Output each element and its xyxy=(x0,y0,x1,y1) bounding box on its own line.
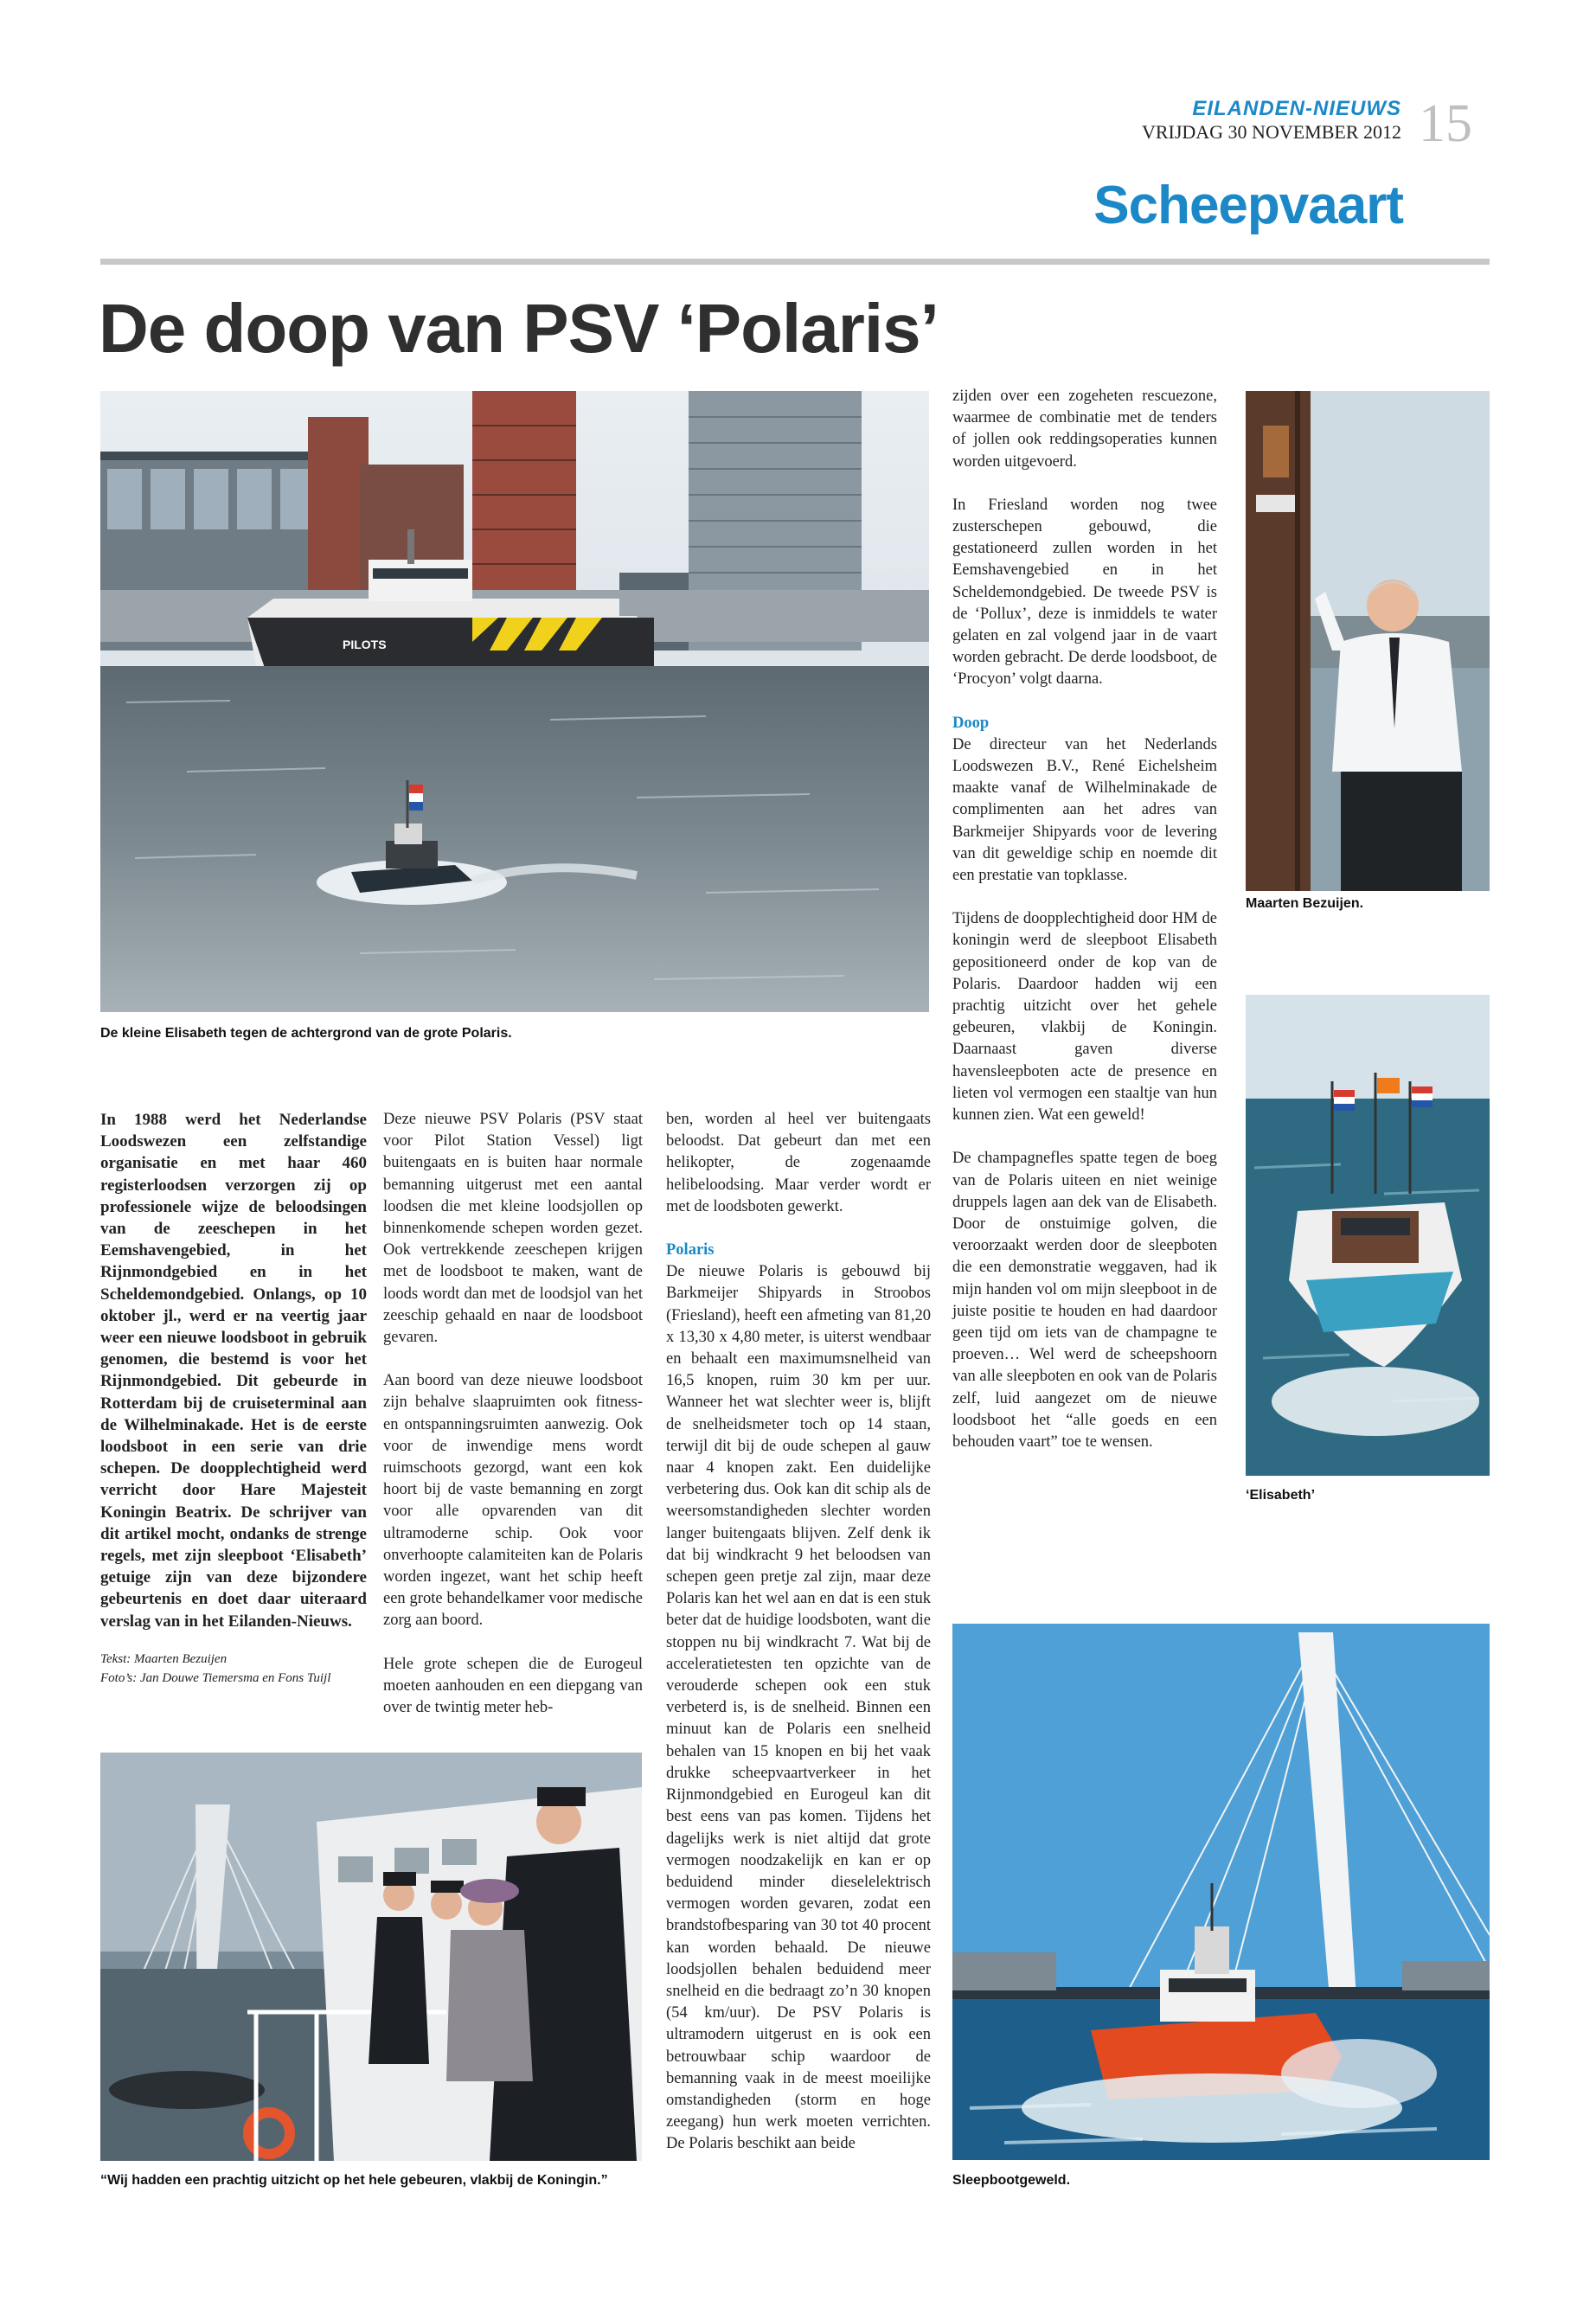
photo-portrait-caption: Maarten Bezuijen. xyxy=(1246,896,1364,911)
col3-paragraph: De nieuwe Polaris is gebouwd bij Barkmeijer Shipyards in Stroobos (Friesland), heeft een afmeting van 81,20 x 13,30 x 4,80 meter, is uiterst wendbaar en behaalt een maximumsnelheid van 16,5 knopen, ruim 30 km per uur. Wanneer het wat slechter weer is, blijft de snelheidsmeter toch op 14 staan, terwijl dit bij de oude schepen al gauw naar 4 knopen zakt. Een duidelijke verbetering dus. Ook kan dit schip als de weersomstandigheden slechter worden langer buitengaats blijven. Zelf denk ik dat bij windkracht 9 het beloodsen van schepen geen pretje zal zijn, maar deze Polaris kan het wel aan en dat is een stuk beter dat de huidige loodsboten, want die stoppen nu bij windkracht 7. Wat bij de acceleratietesten ten opzichte van de verouderde schepen ook een stuk verbeterd is, is de snelheid. Binnen een minuut kan de Polaris een snelheid behalen van 15 knopen en bij het vaak drukke scheepvaartverkeer in het Rijnmondgebied en Eurogeul kan dit best eens van pas komen. Tijdens het dagelijks werk is niet altijd dat grote vermogen noodzakelijk en kan er op beduidend minder dieselelektrisch vermogen worden gevaren, zodat een brandstofbesparing van 30 tot 40 procent kan worden behaald. De nieuwe loodsjollen behalen beduidend meer snelheid en die bedraagt zo’n 30 knopen (54 km/uur). De PSV Polaris is ultramodern uitgerust en is ook een betrouwbaar schip waardoor de bemanning vaak in de meest moeilijke omstandigheden (storm en hoge zeegang) hun werk moeten verrichten. De Polaris beschikt aan beide xyxy=(666,1263,931,2153)
col2-paragraph: Aan boord van deze nieuwe loodsboot zijn behalve slaapruimten ook fitness- en ontspanningsruimten aanwezig. Ook voor de inwendige mens wordt ruimschoots gezorgd, want een kok hoort bij de vaste bemanning en zorgt voor alle opvarenden van dit ultramoderne schip. Ook voor onverhoopte calamiteiten kan de Polaris worden ingezet, want het schip heeft een grote behandelkamer voor medische zorg aan boord. xyxy=(383,1372,643,1630)
article-lead: In 1988 werd het Nederlandse Loodswezen een zelfstandige organisatie en met haar 460 registerloodsen verzorgen zij op professionele wijze de beloodsingen van de zeeschepen in het Eemshavengebied, in het Rijnmondgebied en in het Scheldemondgebied. Onlangs, op 10 oktober jl., werd er na veertig jaar weer een nieuwe loodsboot in gebruik genomen, die bestemd is voor het Rijnmondgebied. Dit gebeurde in Rotterdam bij de cruiseterminal aan de Wilhelminakade. Het is de eerste loodsboot in een serie van drie schepen. De doopplechtigheid werd verricht door Hare Majesteit Koningin Beatrix. De schrijver van dit artikel mocht, ondanks de strenge regels, met zijn sleepboot ‘Elisabeth’ getuige zijn van deze bijzondere gebeurtenis en doet daar uiteraard verslag van in het Eilanden-Nieuws. xyxy=(100,1111,367,1631)
column-2 xyxy=(383,1109,643,1719)
photo-tug-caption: Sleepbootgeweld. xyxy=(952,2173,1071,2188)
col2-paragraph: Deze nieuwe PSV Polaris (PSV staat voor Pilot Station Vessel) ligt buitengaats en is buiten haar normale bemanning uitgerust met een aantal loodsen die met kleine loodsjollen op binnenkomende schepen worden gezet. Ook vertrekkende zeeschepen krijgen met de loodsboot te maken, want de loods wordt dan met de loodsjol van het zeeschip gehaald en naar de loodsboot gevaren. xyxy=(383,1111,643,1347)
pilots-hull-text: PILOTS xyxy=(343,638,387,651)
issue-date: VRIJDAG 30 NOVEMBER 2012 xyxy=(1141,121,1401,143)
photo-queen-caption: “Wij hadden een prachtig uitzicht op het hele gebeuren, vlakbij de Koningin.” xyxy=(100,2173,608,2188)
subhead-polaris: Polaris xyxy=(666,1241,715,1259)
photo-polaris-caption: De kleine Elisabeth tegen de achtergrond van de grote Polaris. xyxy=(100,1026,512,1041)
section-title: Scheepvaart xyxy=(1093,176,1403,235)
column-1 xyxy=(100,1109,367,1688)
credit-text: Tekst: Maarten Bezuijen xyxy=(100,1651,228,1666)
photo-tug xyxy=(952,1624,1490,2160)
paper-name: EILANDEN-NIEUWS xyxy=(1192,97,1401,120)
photo-portrait xyxy=(1246,391,1490,891)
col4-paragraph: De champagnefles spatte tegen de boeg van de Polaris uiteen en niet weinige druppels lagen aan dek van de Elisabeth. Door de onstuimige golven, die veroorzaakt werden door de sleepboten die een demonstratie weggaven, had ik mijn handen vol om mijn sleepboot in de juiste positie te houden en had daardoor geen tijd om iets van de champagne te proeven… Wel werd de scheepshoorn van alle sleepboten en ook van de Polaris zelf, luid aangezet om de nieuwe loodsboot het “alle goeds en een behouden vaart” toe te wensen. xyxy=(952,1150,1217,1451)
terminal-windows xyxy=(107,469,315,529)
subhead-doop: Doop xyxy=(952,714,990,732)
col4-paragraph: In Friesland worden nog twee zusterschepen gebouwd, die gestationeerd zullen worden in het Eemshavengebied en in het Scheldemondgebied. De tweede PSV is de ‘Pollux’, deze is inmiddels te water gelaten en zal volgend jaar in de vaart worden gebracht. De derde loodsboot, de ‘Procyon’ volgt daarna. xyxy=(952,496,1217,689)
headline: De doop van PSV ‘Polaris’ xyxy=(99,290,939,367)
credit-photos: Foto’s: Jan Douwe Tiemersma en Fons Tuijl xyxy=(100,1670,331,1685)
col3-paragraph: ben, worden al heel ver buitengaats beloodst. Dat gebeurt dan met een helikopter, de zogenaamde helibeloodsing. Maar verder wordt er met de loodsboten gewerkt. xyxy=(666,1111,931,1215)
column-3 xyxy=(666,1109,931,2156)
col4-paragraph: zijden over een zogeheten rescuezone, waarmee de combinatie met de tenders of jollen ook reddingsoperaties kunnen worden uitgevoerd. xyxy=(952,388,1217,471)
page-number: 15 xyxy=(1419,94,1472,153)
photo-elisabeth xyxy=(1246,995,1490,1476)
photo-queen xyxy=(100,1753,642,2161)
column-4 xyxy=(952,386,1217,1453)
col4-paragraph: De directeur van het Nederlands Loodswezen B.V., René Eichelsheim maakte vanaf de Wilhelminakade de complimenten aan het adres van Barkmeijer Shipyards voor de levering van dit geweldige schip en noemde dit een prestatie van topklasse. xyxy=(952,735,1217,885)
col4-paragraph: Tijdens de doopplechtigheid door HM de koningin werd de sleepboot Elisabeth gepositioneerd onder de kop van de Polaris. Daardoor hadden wij een prachtig uitzicht over het gehele gebeuren, vlakbij de Koningin. Daarnaast gaven diverse havensleepboten acte de presence en lieten vol vermogen een staaltje van hun kunnen zien. Wat een geweld! xyxy=(952,910,1217,1125)
col2-paragraph: Hele grote schepen die de Eurogeul moeten aanhouden en een diepgang van over de twintig meter heb- xyxy=(383,1655,643,1717)
photo-elisabeth-caption: ‘Elisabeth’ xyxy=(1246,1488,1316,1503)
section-rule xyxy=(100,259,1490,265)
photo-polaris xyxy=(100,391,929,1012)
